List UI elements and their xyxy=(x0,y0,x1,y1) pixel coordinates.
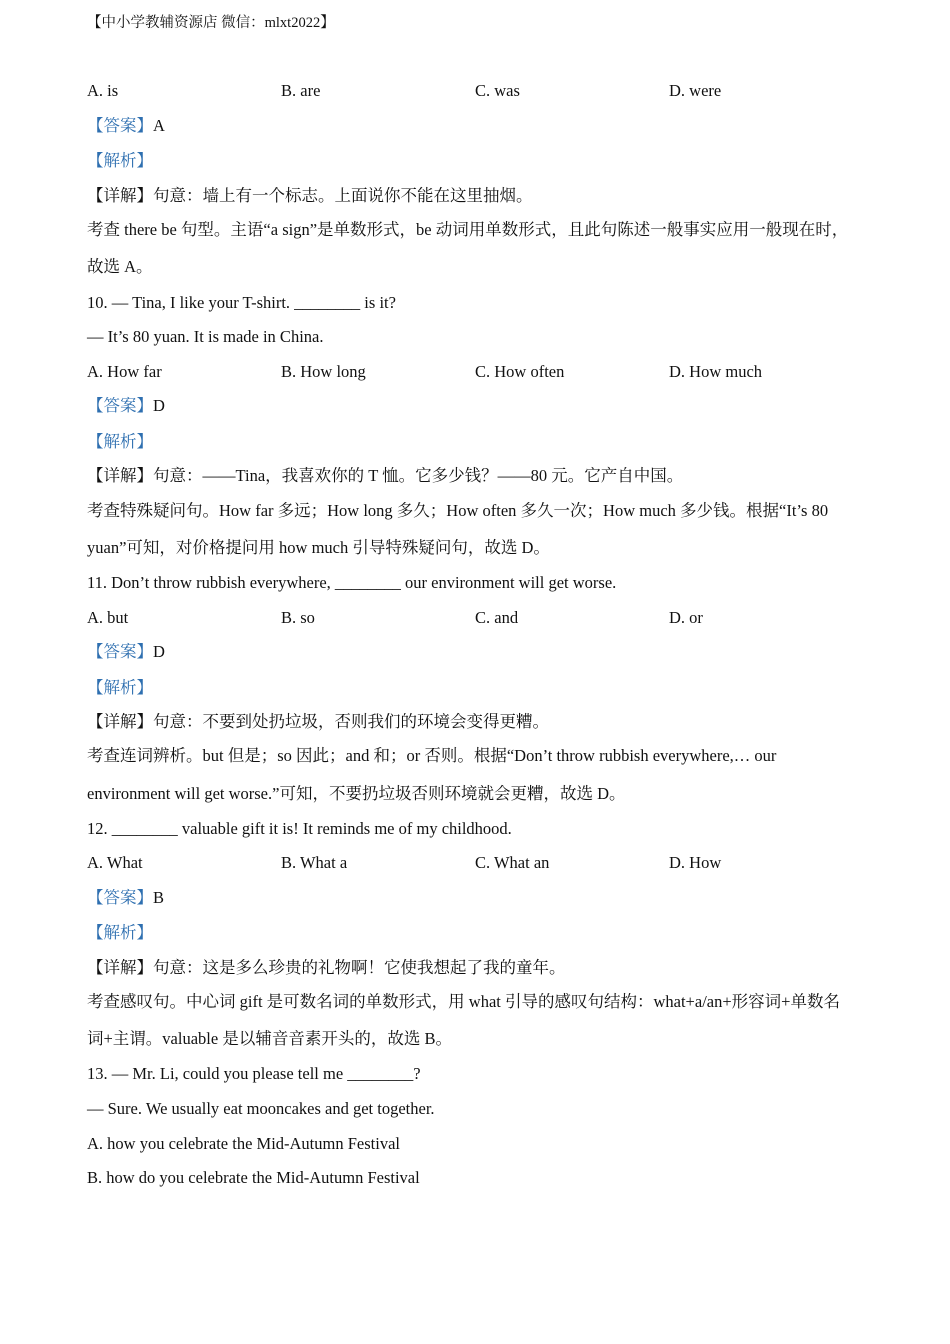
q13-stem-1: 13. — Mr. Li, could you please tell me ________? xyxy=(87,1064,421,1083)
detail-label: 【详解】 xyxy=(87,958,153,977)
q10-analysis-label xyxy=(87,431,153,453)
q12-option-d: D. How xyxy=(669,853,722,872)
q10-explain-line-1: 考查特殊疑问句。How far 多远；How long 多久；How often 多久一次；How much 多少钱。根据“It’s 80 xyxy=(87,501,829,520)
answer-label: 【答案】 xyxy=(87,116,153,135)
q12-option-a: A. What xyxy=(87,853,143,872)
q10-stem-1: 10. — Tina, I like your T-shirt. ________ is it? xyxy=(87,293,396,312)
q10-explain-line-2: yuan”可知，对价格提问用 how much 引导特殊疑问句，故选 D。 xyxy=(87,538,550,557)
q9-option-c: C. was xyxy=(475,81,520,100)
q10-answer-value: D xyxy=(153,396,165,415)
q11-options xyxy=(87,607,887,629)
q11-option-a: A. but xyxy=(87,608,129,627)
q12-detail-text: 句意：这是多么珍贵的礼物啊！它使我想起了我的童年。 xyxy=(153,958,566,977)
q12-option-b: B. What a xyxy=(281,853,348,872)
answer-label: 【答案】 xyxy=(87,888,153,907)
q9-detail-text: 句意：墙上有一个标志。上面说你不能在这里抽烟。 xyxy=(153,186,533,205)
q9-option-b: B. are xyxy=(281,81,321,100)
analysis-label: 【解析】 xyxy=(87,432,153,451)
q9-explain-line-1: 考查 there be 句型。主语“a sign”是单数形式，be 动词用单数形式，且此句陈述一般事实应用一般现在时， xyxy=(87,220,849,239)
q10-answer xyxy=(87,395,165,417)
q11-explain-line-2: environment will get worse.”可知，不要扔垃圾否则环境就会更糟，故选 D。 xyxy=(87,784,626,803)
q10-option-b: B. How long xyxy=(281,362,366,381)
q11-answer xyxy=(87,641,165,663)
detail-label: 【详解】 xyxy=(87,466,153,485)
detail-label: 【详解】 xyxy=(87,186,153,205)
q10-detail xyxy=(87,465,683,487)
page-header: 【中小学教辅资源店 微信：mlxt2022】 xyxy=(87,15,335,31)
q9-explain-line-2: 故选 A。 xyxy=(87,257,153,276)
answer-label: 【答案】 xyxy=(87,396,153,415)
q9-options xyxy=(87,80,887,102)
q11-detail-text: 句意：不要到处扔垃圾，否则我们的环境会变得更糟。 xyxy=(153,712,549,731)
q12-answer-value: B xyxy=(153,888,165,907)
q13-stem-2: — Sure. We usually eat mooncakes and get together. xyxy=(87,1099,435,1118)
q10-option-c: C. How often xyxy=(475,362,565,381)
q12-explain-line-1: 考查感叹句。中心词 gift 是可数名词的单数形式，用 what 引导的感叹句结构：what+a/an+形容词+单数名 xyxy=(87,992,840,1011)
q9-detail xyxy=(87,185,533,207)
q11-answer-value: D xyxy=(153,642,165,661)
q11-analysis-label xyxy=(87,677,153,699)
analysis-label: 【解析】 xyxy=(87,151,153,170)
q11-stem-1: 11. Don’t throw rubbish everywhere, ________ our environment will get worse. xyxy=(87,573,617,592)
q10-options xyxy=(87,361,887,383)
q13-option-b: B. how do you celebrate the Mid-Autumn Festival xyxy=(87,1168,420,1187)
q10-stem-2: — It’s 80 yuan. It is made in China. xyxy=(87,327,324,346)
answer-label: 【答案】 xyxy=(87,642,153,661)
q9-option-a: A. is xyxy=(87,81,119,100)
q9-analysis-label xyxy=(87,150,153,172)
q9-option-d: D. were xyxy=(669,81,722,100)
q10-detail-text: 句意：——Tina，我喜欢你的 T 恤。它多少钱？——80 元。它产自中国。 xyxy=(153,466,684,485)
q11-option-b: B. so xyxy=(281,608,315,627)
q10-option-d: D. How much xyxy=(669,362,763,381)
q12-explain-line-2: 词+主谓。valuable 是以辅音音素开头的，故选 B。 xyxy=(87,1029,452,1048)
detail-label: 【详解】 xyxy=(87,712,153,731)
q9-answer-value: A xyxy=(153,116,165,135)
q11-explain-line-1: 考查连词辨析。but 但是；so 因此；and 和；or 否则。根据“Don’t throw rubbish everywhere,… our xyxy=(87,746,777,765)
q12-answer xyxy=(87,887,164,909)
q9-answer xyxy=(87,115,165,137)
q10-option-a: A. How far xyxy=(87,362,162,381)
q12-analysis-label xyxy=(87,922,153,944)
q11-option-d: D. or xyxy=(669,608,703,627)
q12-stem-1: 12. ________ valuable gift it is! It reminds me of my childhood. xyxy=(87,819,512,838)
analysis-label: 【解析】 xyxy=(87,678,153,697)
q11-detail xyxy=(87,711,549,733)
q12-option-c: C. What an xyxy=(475,853,550,872)
q13-option-a: A. how you celebrate the Mid-Autumn Festival xyxy=(87,1134,400,1153)
analysis-label: 【解析】 xyxy=(87,923,153,942)
q11-option-c: C. and xyxy=(475,608,519,627)
q12-detail xyxy=(87,957,566,979)
q12-options xyxy=(87,852,887,874)
